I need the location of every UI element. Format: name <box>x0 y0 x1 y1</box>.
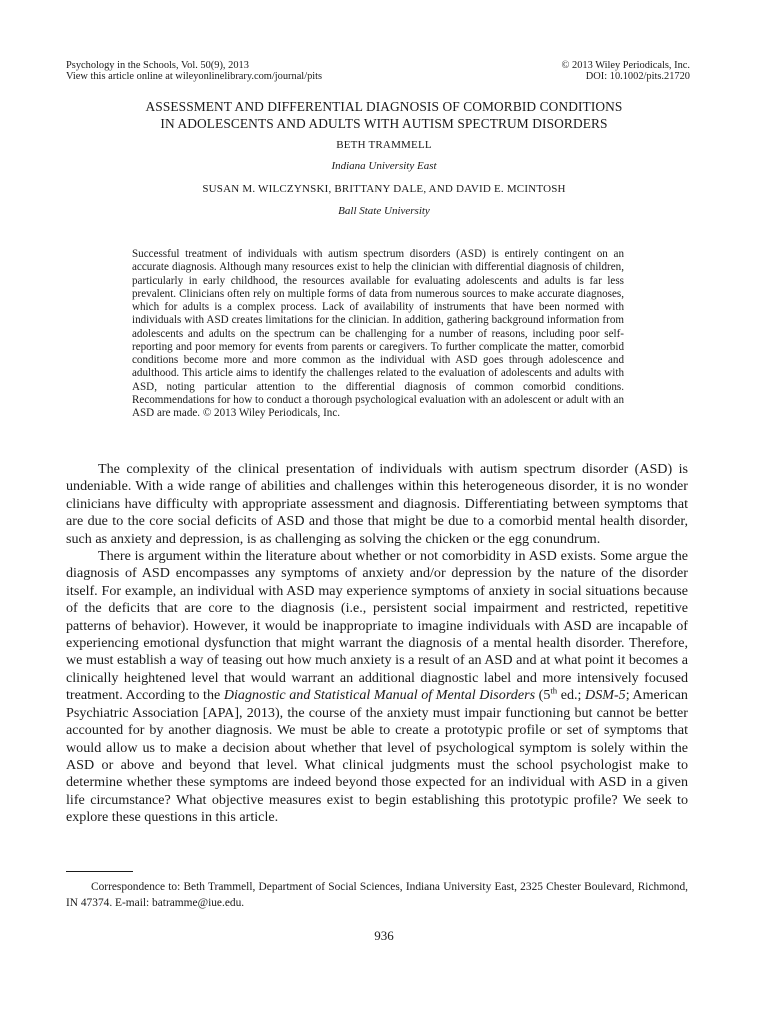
paragraph-2-text-b: ; American Psychiatric Association [APA], 2013), the course of the anxiety must impair functioning but cannot be better accounted for by another diagnosis. We must be able to create a prototypic profile or set of symptoms that would allow us to make a decision about whether that level of psychological symptom is solely within the ASD or above and beyond that level. What clinical judgments must the school psychologist make to determine whether these symptoms are indeed beyond those expected for an individual with ASD in a given life circumstance? What objective measures exist to begin establishing this prototypic profile? We seek to explore these questions in this article. <box>66 687 688 826</box>
second-affiliation: Ball State University <box>338 205 430 217</box>
copyright-notice: © 2013 Wiley Periodicals, Inc. <box>561 60 690 71</box>
title-line-2: IN ADOLESCENTS AND ADULTS WITH AUTISM SPECTRUM DISORDERS <box>160 115 608 131</box>
edition-superscript: th <box>550 685 558 696</box>
correspondence-note: Correspondence to: Beth Trammell, Department of Social Sciences, Indiana University East, 2325 Chester Boulevard, Richmond, IN 47374. E-mail: batramme@iue.edu. <box>66 881 688 909</box>
paragraph-2-text-a: There is argument within the literature about whether or not comorbidity in ASD exists. Some argue the diagnosis of ASD encompasses any symptoms of anxiety and/or depression by the nature of the disorder itself. For example, an individual with ASD may experience symptoms of anxiety in social situations because of the deficits that are core to the diagnosis (i.e., persistent social impairment and restricted, repetitive patterns of behavior). However, it would be inappropriate to imagine individuals with ASD are incapable of experiencing emotional dysfunction that might warrant the diagnosis of a mental health disorder. Therefore, we must establish a way of teasing out how much anxiety is a result of an ASD and at what point it becomes a clinically heightened level that would warrant an additional diagnostic label and more intensively focused treatment. According to the <box>66 548 688 704</box>
journal-citation: Psychology in the Schools, Vol. 50(9), 2013 <box>66 60 249 71</box>
online-link-text: View this article online at wileyonlinelibrary.com/journal/pits <box>66 71 323 82</box>
title-line-1: ASSESSMENT AND DIFFERENTIAL DIAGNOSIS OF COMORBID CONDITIONS <box>145 99 623 114</box>
paragraph-2 <box>66 548 688 827</box>
dsm5-abbrev: DSM-5 <box>585 687 626 704</box>
first-author: BETH TRAMMELL <box>336 139 432 151</box>
edition-ed: ed.; <box>557 687 586 704</box>
paragraph-1: The complexity of the clinical presentation of individuals with autism spectrum disorder (ASD) is undeniable. With a wide range of abilities and challenges within this heterogeneous disorder, it is no wonder clinicians have difficulty with appropriate assessment and diagnosis. Differentiating between symptoms that are due to the core social deficits of ASD and those that might be due to a comorbid mental health disorder, such as anxiety and depression, is as challenging as solving the chicken or the egg conundrum. <box>66 461 688 547</box>
dsm-title: Diagnostic and Statistical Manual of Mental Disorders <box>223 687 536 704</box>
footnote <box>66 880 688 911</box>
edition-open: (5 <box>535 687 551 704</box>
first-affiliation: Indiana University East <box>331 160 437 172</box>
body-text <box>66 461 688 827</box>
abstract: Successful treatment of individuals with autism spectrum disorders (ASD) is entirely contingent on an accurate diagnosis. Although many resources exist to help the clinician with differential diagnosis of children, particularly in early childhood, the resources available for evaluating adolescents and adults is far less prevalent. Clinicians often rely on multiple forms of data from numerous sources to make accurate diagnoses, which for adults is a complex process. Lack of availability of instruments that have been normed with individuals with ASD creates limitations for the clinician. In addition, gathering background information from adolescents and adults on the spectrum can be challenging for a number of reasons, including poor self-reporting and poor memory for events from parents or caregivers. To further complicate the matter, comorbid conditions become more and more common as the individual with ASD goes through adolescence and adulthood. This article aims to identify the challenges related to the evaluation of adolescents and adults with ASD, noting particular attention to the differential diagnosis of common comorbid conditions. Recommendations for how to conduct a thorough psychological evaluation with an adolescent or adult with an ASD are made. © 2013 Wiley Periodicals, Inc. <box>132 248 624 419</box>
article-title <box>60 99 708 132</box>
running-head-left <box>66 60 322 82</box>
running-head-right <box>562 60 690 82</box>
doi: DOI: 10.1002/pits.21720 <box>585 71 690 82</box>
page-number: 936 <box>374 928 394 943</box>
footnote-divider <box>66 871 133 872</box>
co-authors: SUSAN M. WILCZYNSKI, BRITTANY DALE, AND DAVID E. MCINTOSH <box>202 183 566 195</box>
